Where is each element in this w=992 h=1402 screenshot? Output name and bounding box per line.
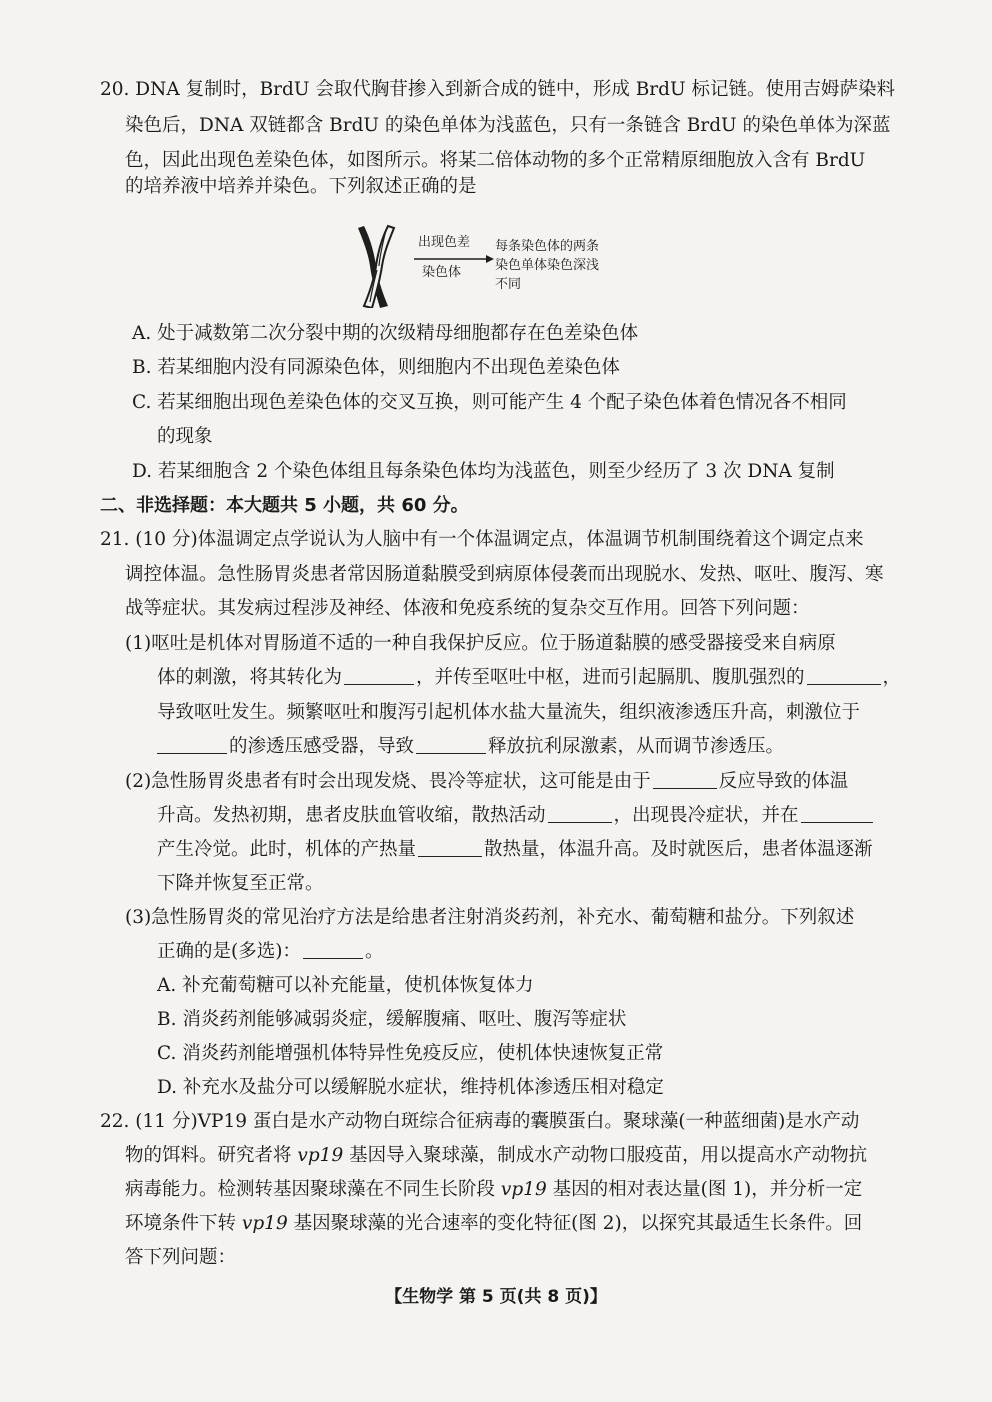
q21-p1-line-3: 导致呕吐发生。频繁呕吐和腹泻引起机体水盐大量流失，组织液渗透压升高，刺激位于 — [157, 702, 861, 723]
q20-option-a: A. 处于减数第二次分裂中期的次级精母细胞都存在色差染色体 — [132, 323, 639, 344]
q20-line-1: 20. DNA 复制时，BrdU 会取代胸苷掺入到新合成的链中，形成 BrdU 标记链。使用吉姆萨染料 — [100, 79, 895, 100]
figure-result-2: 染色单体染色深浅 — [495, 258, 600, 273]
q22-line-2 — [125, 1144, 905, 1168]
q20-line-2: 染色后，DNA 双链都含 BrdU 的染色单体为浅蓝色，只有一条链含 BrdU 的染色单体为深蓝 — [125, 115, 891, 136]
answer-blank[interactable] — [416, 735, 486, 754]
q20-line-3: 色，因此出现色差染色体，如图所示。将某二倍体动物的多个正常精原细胞放入含有 BrdU — [125, 150, 866, 171]
q21-p1-line-2 — [157, 666, 902, 690]
q21-p2-line-3 — [157, 838, 897, 862]
q21-intro-3: 战等症状。其发病过程涉及神经、体液和免疫系统的复杂交互作用。回答下列问题： — [125, 598, 810, 619]
answer-blank[interactable] — [157, 735, 227, 754]
q22-text-e: 环境条件下转 — [125, 1213, 242, 1234]
q21-p1-line-4 — [157, 735, 897, 759]
q22-text-f: 基因聚球藻的光合速率的变化特征(图 2)，以探究其最适生长条件。回 — [287, 1213, 863, 1234]
q20-option-c: C. 若某细胞出现色差染色体的交叉互换，则可能产生 4 个配子染色体着色情况各不相同 — [132, 392, 847, 413]
q20-option-d: D. 若某细胞含 2 个染色体组且每条染色体均为浅蓝色，则至少经历了 3 次 DNA 复制 — [132, 461, 835, 482]
q21-p1-line-1: (1)呕吐是机体对胃肠道不适的一种自我保护反应。位于肠道黏膜的感受器接受来自病原 — [125, 633, 836, 654]
q22-line-1: 22. (11 分)VP19 蛋白是水产动物白斑综合征病毒的囊膜蛋白。聚球藻(一种蓝细菌)是水产动 — [100, 1111, 860, 1132]
q21-p2-line-4: 下降并恢复至正常。 — [157, 873, 324, 894]
q21-p2-line-2 — [157, 804, 897, 828]
q21-p3-line-2 — [157, 940, 897, 964]
q21-p2-text-e: 产生冷觉。此时，机体的产热量 — [157, 839, 417, 860]
q21-option-c: C. 消炎药剂能增强机体特异性免疫反应，使机体快速恢复正常 — [157, 1043, 664, 1064]
q22-text-d: 基因的相对表达量(图 1)，并分析一定 — [546, 1179, 863, 1200]
q21-p1-text-d: 的渗透压感受器，导致 — [229, 736, 415, 757]
q21-p2-text-f: 散热量，体温升高。及时就医后，患者体温逐渐 — [484, 839, 873, 860]
answer-blank[interactable] — [653, 770, 717, 789]
arrow-label-bottom: 染色体 — [422, 265, 462, 280]
answer-blank[interactable] — [303, 940, 363, 959]
q22-text-c: 病毒能力。检测转基因聚球藻在不同生长阶段 — [125, 1179, 501, 1200]
q21-p2-text-a: (2)急性肠胃炎患者有时会出现发烧、畏冷等症状，这可能是由于 — [125, 771, 651, 792]
answer-blank[interactable] — [548, 804, 612, 823]
q21-option-a: A. 补充葡萄糖可以补充能量，使机体恢复体力 — [157, 975, 534, 996]
chromosome-icon — [350, 224, 402, 308]
q21-p1-text-a: 体的刺激，将其转化为 — [157, 667, 343, 688]
q21-p2-text-d: ，出现畏冷症状，并在 — [613, 805, 799, 826]
section-heading: 二、非选择题：本大题共 5 小题，共 60 分。 — [100, 495, 469, 516]
q21-p2-text-c: 升高。发热初期，患者皮肤血管收缩，散热活动 — [157, 805, 546, 826]
q20-option-b: B. 若某细胞内没有同源染色体，则细胞内不出现色差染色体 — [132, 357, 620, 378]
q22-line-5: 答下列问题： — [125, 1247, 237, 1268]
arrow-label-top: 出现色差 — [418, 235, 471, 250]
q21-p1-text-e: 释放抗利尿激素，从而调节渗透压。 — [488, 736, 785, 757]
answer-blank[interactable] — [807, 666, 881, 685]
q21-p1-text-c: ， — [882, 667, 902, 688]
q20-option-c-cont: 的现象 — [157, 426, 213, 447]
q21-p3-text-a: 正确的是(多选)： — [157, 941, 301, 962]
arrow-icon — [412, 254, 494, 264]
q21-intro-2: 调控体温。急性肠胃炎患者常因肠道黏膜受到病原体侵袭而出现脱水、发热、呕吐、腹泻、寒 — [125, 564, 884, 585]
q22-line-4 — [125, 1212, 905, 1236]
q22-text-b: 基因导入聚球藻，制成水产动物口服疫苗，用以提高水产动物抗 — [343, 1145, 868, 1166]
q21-option-b: B. 消炎药剂能够减弱炎症，缓解腹痛、呕吐、腹泻等症状 — [157, 1009, 627, 1030]
figure-result-3: 不同 — [495, 277, 522, 292]
q21-p1-text-b: ，并传至呕吐中枢，进而引起膈肌、腹肌强烈的 — [416, 667, 805, 688]
gene-name: vp19 — [500, 1179, 547, 1200]
answer-blank[interactable] — [344, 666, 414, 685]
page-footer: 【生物学 第 5 页(共 8 页)】 — [385, 1287, 607, 1307]
gene-name: vp19 — [297, 1145, 344, 1166]
q21-option-d: D. 补充水及盐分可以缓解脱水症状，维持机体渗透压相对稳定 — [157, 1077, 664, 1098]
q21-p2-line-1 — [125, 770, 905, 794]
chromosome-figure — [350, 224, 630, 310]
q21-p3-text-b: 。 — [364, 941, 384, 962]
q21-p3-line-1: (3)急性肠胃炎的常见治疗方法是给患者注射消炎药剂，补充水、葡萄糖和盐分。下列叙述 — [125, 907, 855, 928]
q22-line-3 — [125, 1178, 905, 1202]
answer-blank[interactable] — [801, 804, 873, 823]
figure-result-1: 每条染色体的两条 — [495, 239, 600, 254]
gene-name: vp19 — [241, 1213, 288, 1234]
q21-p2-text-b: 反应导致的体温 — [718, 771, 849, 792]
q21-intro-1: 21. (10 分)体温调定点学说认为人脑中有一个体温调定点，体温调节机制围绕着这个调定点来 — [100, 529, 864, 550]
q20-line-4: 的培养液中培养并染色。下列叙述正确的是 — [125, 176, 477, 197]
answer-blank[interactable] — [418, 838, 482, 857]
q22-text-a: 物的饵料。研究者将 — [125, 1145, 298, 1166]
